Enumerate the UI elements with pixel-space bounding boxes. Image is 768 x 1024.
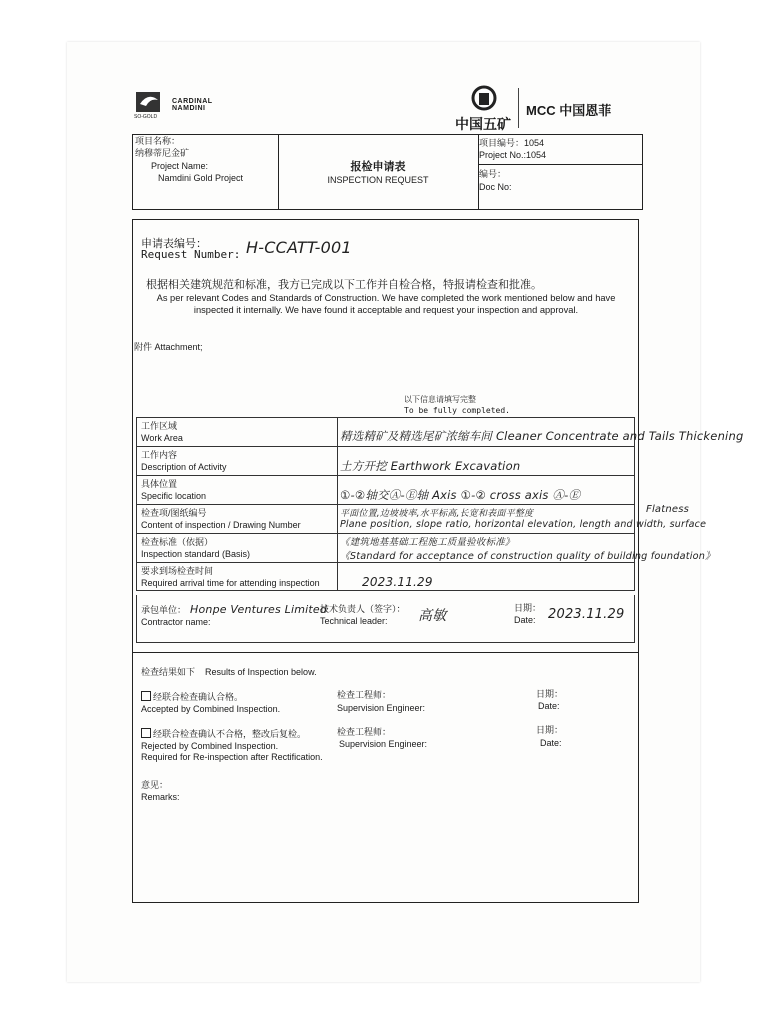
inspection-content-value-extra: Flatness (646, 504, 690, 515)
inspection-standard-value-cn: 《建筑地基基础工程施工质量验收标准》 (340, 537, 515, 548)
inspection-standard-cn: 检查标准（依据） (141, 537, 214, 547)
remarks-en-label: Remarks: (141, 792, 180, 802)
accepted-en-label: Accepted by Combined Inspection. (141, 704, 281, 714)
remarks-cn-label: 意见： (141, 780, 169, 790)
rejected-cn-label: 经联合检查确认不合格，整改后复检。 (153, 729, 307, 739)
contractor-date-cn-label: 日期： (514, 603, 542, 613)
inspection-content-value-en: Plane position, slope ratio, horizontal elevation, length and width, surface (340, 519, 707, 530)
minmetals-logo (455, 85, 515, 130)
engineer1-cn-label: 检查工程师： (337, 690, 392, 700)
inspection-standard-value-en: 《Standard for acceptance of construction quality of building foundation》 (340, 551, 715, 562)
enfi-logo-text: MCC 中国恩菲 (526, 103, 612, 118)
fill-note-cn: 以下信息请填写完整 (404, 395, 476, 404)
request-number-en-label: Request Number: (141, 248, 241, 261)
activity-en: Description of Activity (141, 462, 227, 472)
cardinal-logo (134, 90, 234, 120)
results-divider (132, 652, 639, 653)
form-title-cn: 报检申请表 (350, 161, 406, 173)
request-number-cn-label: 申请表编号： (141, 238, 207, 250)
accepted-option[interactable] (141, 691, 243, 703)
activity-value: 土方开挖 Earthwork Excavation (340, 459, 521, 473)
engineer2-cn-label: 检查工程师： (337, 727, 392, 737)
project-no-en: Project No.:1054 (479, 150, 547, 160)
cardinal-logo-text: CARDINAL NAMDINI (172, 98, 213, 112)
contractor-value: Honpe Ventures Limited (190, 603, 328, 616)
sogold-text: SO-GOLD (134, 114, 158, 120)
date1-en-label: Date: (538, 701, 560, 711)
inspection-standard-en: Inspection standard (Basis) (141, 549, 251, 559)
project-name-cn-label: 项目名称： (135, 136, 181, 146)
inspection-content-value-cn: 平面位置,边坡坡率,水平标高,长宽和表面平整度 (340, 509, 534, 519)
activity-cn: 工作内容 (141, 450, 178, 460)
tech-leader-en-label: Technical leader: (320, 616, 388, 626)
arrival-time-cn: 要求到场检查时间 (141, 566, 214, 576)
project-no-cn: 项目编号：1054 (479, 138, 545, 148)
minmetals-emblem-icon (469, 85, 499, 111)
arrival-time-en: Required arrival time for attending inspection (141, 578, 320, 588)
contractor-date-en-label: Date: (514, 615, 536, 625)
project-name-cn-value: 纳穆蒂尼金矿 (135, 148, 190, 158)
doc-no-en: Doc No: (479, 182, 512, 192)
project-name-en-value: Namdini Gold Project (158, 173, 244, 183)
arrival-time-value: 2023.11.29 (362, 575, 433, 589)
accepted-cn-label: 经联合检查确认合格。 (153, 692, 244, 702)
date1-cn-label: 日期： (536, 689, 564, 699)
tech-leader-cn-label: 技术负责人（签字）： (320, 604, 406, 614)
work-area-value: 精选精矿及精选尾矿浓缩车间 Cleaner Concentrate and Tails Thickening (340, 429, 744, 443)
work-area-en: Work Area (141, 433, 183, 443)
rejected-en-line1: Rejected by Combined Inspection. (141, 741, 279, 751)
request-number-value: H-CCATT-001 (246, 238, 352, 257)
engineer2-en-label: Supervision Engineer: (339, 739, 428, 749)
work-area-cn: 工作区域 (141, 421, 178, 431)
date2-cn-label: 日期： (536, 725, 564, 735)
logo-divider (518, 88, 519, 128)
rejected-en-line2: Required for Re-inspection after Rectification. (141, 752, 323, 762)
minmetals-text: 中国五矿 (455, 116, 511, 132)
statement-en-line1: As per relevant Codes and Standards of Construction. We have completed the work mentioned below and have (156, 293, 616, 303)
location-value: ①-②轴交Ⓐ-Ⓔ轴 Axis ①-② cross axis Ⓐ-Ⓔ (340, 488, 581, 502)
contractor-en-label: Contractor name: (141, 617, 211, 627)
attachment-label: 附件 Attachment; (134, 342, 203, 352)
statement-en-line2: inspected it internally. We have found it acceptable and request your inspection and approval. (193, 305, 579, 315)
rejected-option[interactable] (141, 728, 306, 740)
rejected-checkbox[interactable] (141, 728, 151, 738)
contractor-date-value: 2023.11.29 (548, 607, 625, 622)
results-title: 检查结果如下 Results of Inspection below. (141, 667, 317, 677)
tech-leader-signature: 高敏 (418, 608, 447, 624)
accepted-checkbox[interactable] (141, 691, 151, 701)
contractor-cn-label: 承包单位： (141, 605, 187, 615)
statement-cn: 根据相关建筑规范和标准，我方已完成以下工作并自检合格，特报请检查和批准。 (146, 279, 542, 291)
inspection-content-en: Content of inspection / Drawing Number (141, 520, 301, 530)
location-en: Specific location (141, 491, 207, 501)
location-cn: 具体位置 (141, 479, 178, 489)
project-name-en-label: Project Name: (151, 161, 209, 171)
form-title-en: INSPECTION REQUEST (327, 175, 429, 185)
inspection-content-cn: 检查项/图纸编号 (141, 508, 207, 518)
engineer1-en-label: Supervision Engineer: (337, 703, 426, 713)
fill-note-en: To be fully completed. (404, 406, 510, 415)
doc-no-cn: 编号： (479, 169, 507, 179)
date2-en-label: Date: (540, 738, 562, 748)
